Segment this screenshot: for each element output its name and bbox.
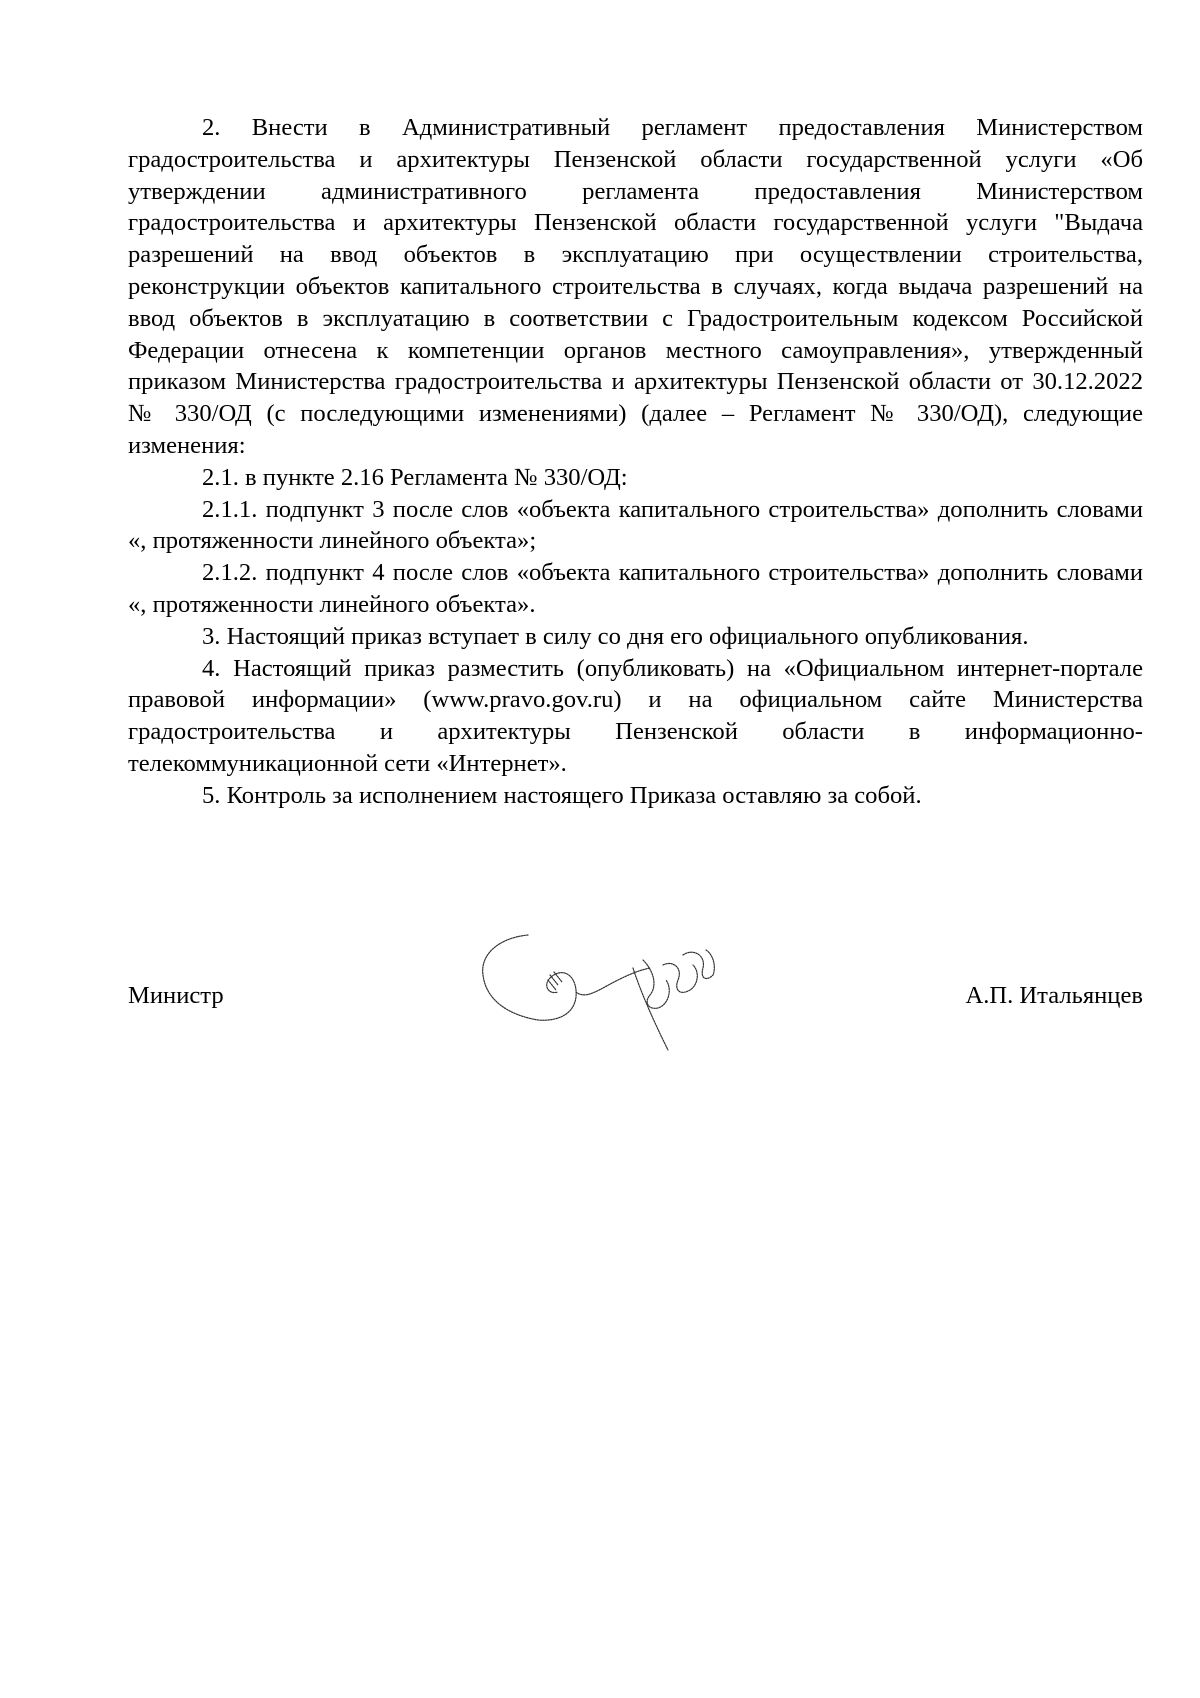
paragraph-item-2-1-2: 2.1.2. подпункт 4 после слов «объекта капитального строительства» дополнить словами «, протяженности линейного объекта». (128, 559, 1143, 618)
paragraph-item-2-1: 2.1. в пункте 2.16 Регламента № 330/ОД: (202, 463, 628, 491)
paragraph-control: 5. Контроль за исполнением настоящего Приказа оставляю за собой. (202, 781, 922, 809)
paragraph-amendment: 2. Внести в Административный регламент предоставления Министерством градостроительства и архитектуры Пензенской области государственной услуги «Об утверждении административного регламента предоставления Министерством градостроительства и архитектуры Пензенской области государственной услуги "Выдача разрешений на ввод объектов в эксплуатацию при осуществлении строительства, реконструкции объектов капитального строительства в случаях, когда выдача разрешений на ввод объектов в эксплуатацию в соответствии с Градостроительным кодексом Российской Федерации отнесена к компетенции органов местного самоуправления», утвержденный приказом Министерства градостроительства и архитектуры Пензенской области от 30.12.2022 № 330/ОД (с последующими изменениями) (далее – Регламент № 330/ОД), следующие изменения: (128, 114, 1143, 459)
handwritten-signature (468, 930, 718, 1065)
document-body (128, 112, 1143, 812)
signature-block (128, 930, 1143, 1080)
paragraph-item-2-1-1: 2.1.1. подпункт 3 после слов «объекта капитального строительства» дополнить словами «, протяженности линейного объекта»; (128, 495, 1143, 555)
signatory-name: А.П. Итальянцев (965, 982, 1143, 1009)
paragraph-publication: 4. Настоящий приказ разместить (опубликовать) на «Официальном интернет-портале правовой информации» (www.pravo.gov.ru) и на официальном сайте Министерства градостроительства и архитектуры Пензенской области в информационно-телекоммуникационной сети «Интернет». (128, 654, 1143, 777)
signatory-title: Министр (128, 982, 224, 1009)
paragraph-effective-date: 3. Настоящий приказ вступает в силу со дня его официального опубликования. (202, 622, 1029, 650)
